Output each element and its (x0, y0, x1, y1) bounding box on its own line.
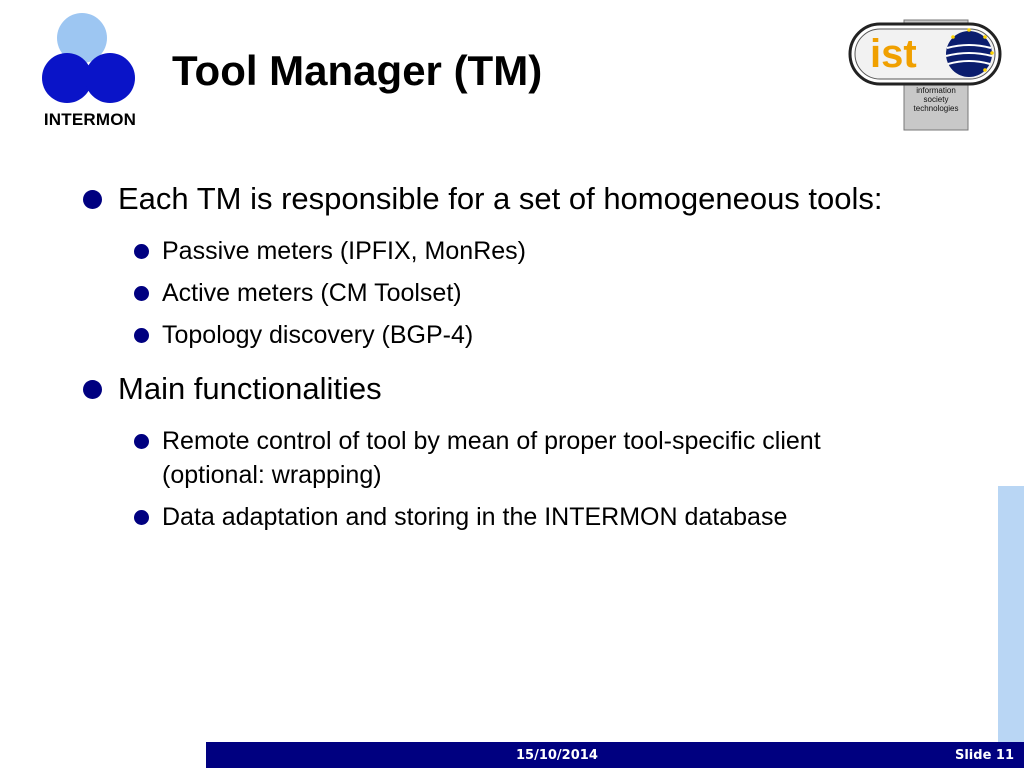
bullet-text: Each TM is responsible for a set of homogeneous tools: (118, 181, 883, 216)
slide-number: Slide 11 (954, 748, 1014, 763)
ist-logo (848, 16, 1004, 134)
footer-date: 15/10/2014 (516, 748, 598, 763)
ist-brand-text: ist (870, 32, 917, 76)
ist-subtitle-line: technologies (913, 104, 959, 113)
sub-bullet-item (80, 500, 900, 534)
sub-bullet-item (80, 424, 900, 492)
bullet-dot-icon (134, 434, 149, 449)
slide-title: Tool Manager (TM) (172, 47, 543, 94)
sub-bullet-item (80, 276, 900, 310)
intermon-logo (20, 12, 160, 132)
sub-bullet-item (80, 318, 900, 352)
bullet-dot-icon (134, 510, 149, 525)
sub-bullet-text: Remote control of tool by mean of proper tool-specific client (optional: wrapping) (162, 427, 821, 489)
sub-bullet-text: Active meters (CM Toolset) (162, 279, 462, 307)
bullet-dot-icon (134, 328, 149, 343)
bullet-text: Main functionalities (118, 371, 382, 406)
slide-content (80, 178, 900, 534)
side-accent-bar (998, 486, 1024, 742)
ist-subtitle-line: information (916, 86, 956, 95)
bullet-item (80, 368, 900, 410)
intermon-circles-icon (20, 12, 160, 112)
sub-bullet-text: Data adaptation and storing in the INTERMON database (162, 503, 788, 531)
bullet-item (80, 178, 900, 220)
bullet-dot-icon (83, 190, 102, 209)
footer-bar (206, 742, 1024, 768)
bullet-dot-icon (134, 244, 149, 259)
sub-bullet-text: Topology discovery (BGP-4) (162, 321, 474, 349)
ist-subtitle-line: society (923, 95, 949, 104)
bullet-dot-icon (83, 380, 102, 399)
sub-bullet-text: Passive meters (IPFIX, MonRes) (162, 237, 526, 265)
ist-subtitle (904, 86, 968, 113)
intermon-logo-text: INTERMON (43, 110, 137, 129)
bullet-dot-icon (134, 286, 149, 301)
sub-bullet-item (80, 234, 900, 268)
